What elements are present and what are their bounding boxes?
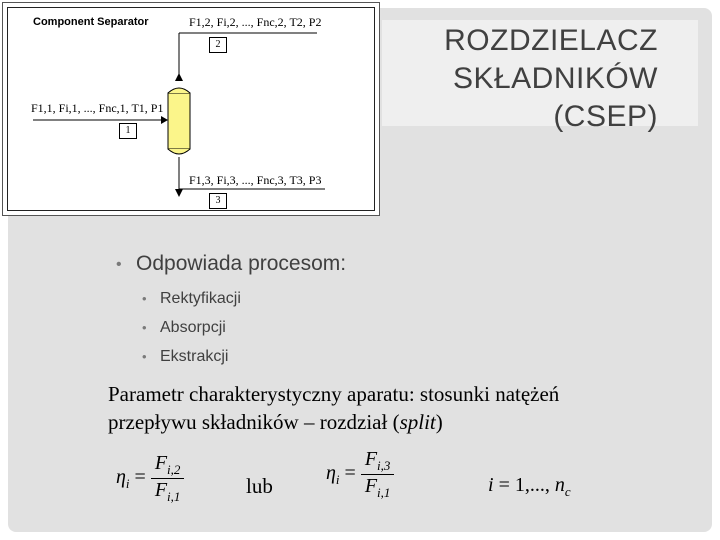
bottom-arrow-icon — [175, 189, 183, 197]
top-stream-number: 2 — [209, 37, 227, 53]
range-text: = 1,..., — [493, 474, 555, 496]
denominator: F — [364, 475, 378, 497]
param-text-1: Parametr charakterystyczny aparatu: stosunki natężeń przepływu składników – rozdział ( — [108, 382, 560, 434]
denominator-subscript: i,1 — [167, 489, 181, 504]
list-item: • Rektyfikacji — [142, 284, 346, 313]
vessel-top-cap — [168, 88, 190, 93]
title-line-3: (CSEP) — [553, 100, 658, 133]
numerator-subscript: i,2 — [167, 462, 181, 477]
feed-stream-number: 1 — [119, 123, 137, 139]
bullet-main: • Odpowiada procesom: — [116, 252, 346, 276]
range-end-subscript: c — [564, 484, 571, 499]
numerator: F — [154, 452, 168, 474]
bottom-stream-number: 3 — [209, 193, 227, 209]
eta-subscript: i — [335, 472, 340, 488]
feed-stream-label: F1,1, Fi,1, ..., Fnc,1, T1, P1 — [31, 101, 164, 115]
index-range — [488, 474, 571, 500]
title-line-2: SKŁADNIKÓW — [452, 62, 658, 95]
eta-symbol: η — [116, 466, 126, 489]
param-text-italic: split — [399, 410, 436, 434]
top-stream-label: F1,2, Fi,2, ..., Fnc,2, T2, P2 — [189, 15, 322, 29]
diagram-title: Component Separator — [33, 16, 149, 28]
formula-split-2 — [116, 452, 184, 505]
eta-subscript: i — [125, 476, 130, 492]
fraction — [151, 452, 185, 505]
parameter-description — [108, 380, 648, 436]
range-variable: i — [488, 474, 494, 496]
range-end: n — [554, 474, 565, 496]
lub-text: lub — [246, 474, 273, 498]
eta-symbol: η — [326, 462, 336, 485]
formula-split-3 — [326, 448, 394, 501]
param-text-2: ) — [435, 410, 443, 434]
equals-sign: = — [344, 462, 356, 485]
denominator-subscript: i,1 — [377, 485, 391, 500]
separator-vessel — [168, 93, 190, 149]
process-list — [116, 252, 346, 371]
slide-title — [382, 22, 698, 136]
equals-sign: = — [134, 466, 146, 489]
title-line-1: ROZDZIELACZ — [444, 24, 658, 57]
numerator: F — [364, 448, 378, 470]
component-separator-diagram — [2, 2, 380, 216]
feed-arrow-icon — [161, 116, 168, 124]
vessel-bottom-cap — [168, 149, 190, 154]
list-item: • Ekstrakcji — [142, 342, 346, 371]
fraction — [361, 448, 395, 501]
list-item: • Absorpcji — [142, 313, 346, 342]
sub-list — [142, 284, 346, 371]
top-arrow-icon — [175, 73, 183, 81]
denominator: F — [154, 479, 168, 501]
bottom-stream-label: F1,3, Fi,3, ..., Fnc,3, T3, P3 — [189, 173, 322, 187]
numerator-subscript: i,3 — [377, 458, 391, 473]
